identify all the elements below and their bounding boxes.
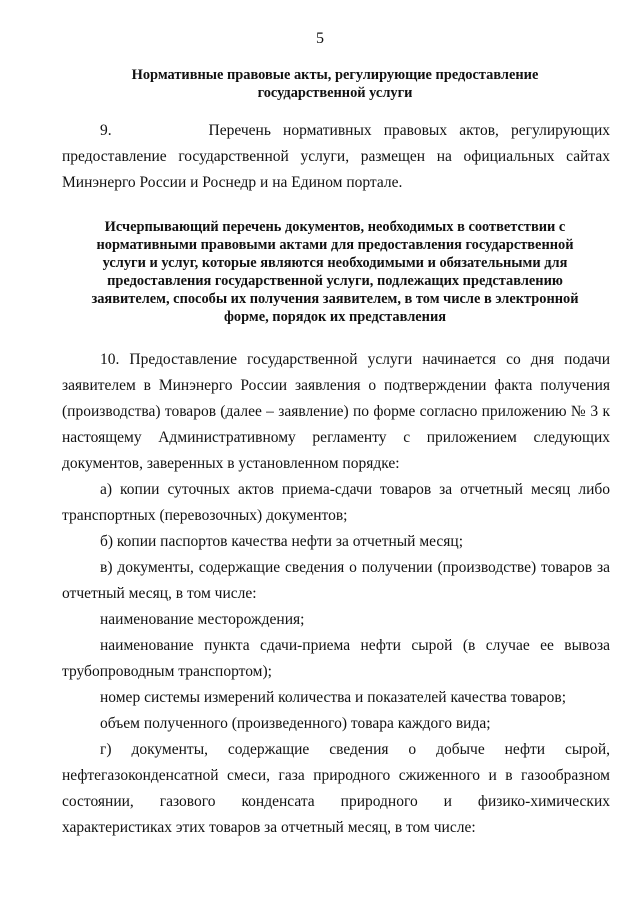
list-subitem-measurement-system: номер системы измерений количества и показателей качества товаров; bbox=[100, 689, 567, 706]
list-item-v: в) документы, содержащие сведения о получении (производстве) товаров за отчетный месяц, в том числе: bbox=[62, 559, 610, 602]
heading-line: форме, порядок их представления bbox=[223, 309, 447, 325]
paragraph-9 bbox=[62, 118, 614, 196]
heading-line: Нормативные правовые акты, регулирующие предоставление bbox=[131, 67, 539, 83]
section-heading-documents-list bbox=[60, 218, 610, 326]
paragraph-10-block bbox=[62, 347, 610, 841]
list-item-g: г) документы, содержащие сведения о добыче нефти сырой, нефтегазоконденсатной смеси, газа природного сжиженного и в газообразном состоянии, газового конденсата природного и физико-химических характеристиках этих товаров за отчетный месяц, в том числе: bbox=[62, 741, 610, 836]
list-subitem-delivery-point: наименование пункта сдачи-приема нефти сырой (в случае ее вывоза трубопроводным транспортом); bbox=[62, 637, 610, 680]
list-subitem-volume: объем полученного (произведенного) товара каждого вида; bbox=[100, 715, 491, 732]
heading-line: нормативными правовыми актами для предоставления государственной bbox=[96, 237, 574, 253]
heading-line: предоставления государственной услуги, подлежащих представлению bbox=[107, 273, 563, 289]
page-number: 5 bbox=[316, 30, 324, 47]
section-heading-normative-acts bbox=[60, 66, 610, 102]
list-subitem-field-name: наименование месторождения; bbox=[100, 611, 305, 628]
heading-line: государственной услуги bbox=[257, 85, 413, 101]
heading-line: услуги и услуг, которые являются необходимыми и обязательными для bbox=[102, 255, 568, 271]
paragraph-10-text: 10. Предоставление государственной услуги начинается со дня подачи заявителем в Минэнерго России заявления о подтверждении факта получения (производства) товаров (далее – заявление) по форме согласно приложению № 3 к настоящему Административному регламенту с приложением следующих документов, заверенных в установленном порядке: bbox=[62, 351, 610, 472]
paragraph-9-text: 9. Перечень нормативных правовых актов, регулирующих предоставление государственной услуги, размещен на официальных сайтах Минэнерго России и Роснедр и на Едином портале. bbox=[62, 122, 614, 191]
list-item-b: б) копии паспортов качества нефти за отчетный месяц; bbox=[100, 533, 464, 550]
heading-line: Исчерпывающий перечень документов, необходимых в соответствии с bbox=[104, 219, 566, 235]
heading-line: заявителем, способы их получения заявителем, в том числе в электронной bbox=[91, 291, 579, 307]
list-item-a: а) копии суточных актов приема-сдачи товаров за отчетный месяц либо транспортных (перевозочных) документов; bbox=[62, 481, 610, 524]
